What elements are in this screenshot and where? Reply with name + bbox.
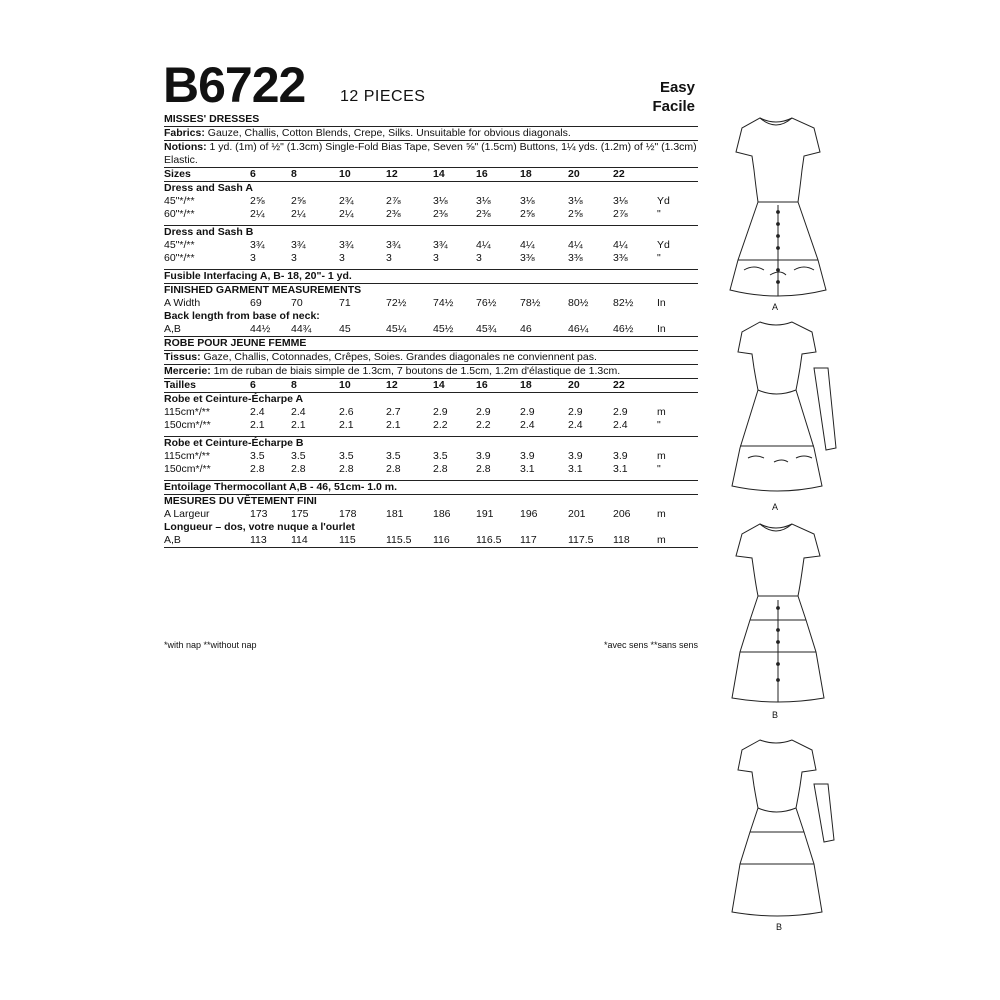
cell-value: 3⅜	[520, 252, 535, 264]
longueur-label: Longueur – dos, votre nuque a l'ourlet	[164, 521, 355, 533]
cell-value: 46	[520, 323, 532, 335]
figure-label-a1: A	[772, 302, 779, 312]
yardage-row	[164, 208, 698, 221]
cell-value: 12	[386, 379, 398, 391]
row-unit: m	[657, 406, 666, 418]
ab-length-row	[164, 323, 698, 336]
cell-value: 201	[568, 508, 586, 520]
yardage-row	[164, 450, 698, 463]
cell-value: 3.5	[339, 450, 354, 462]
cell-value: 8	[291, 379, 297, 391]
cell-value: 3.9	[476, 450, 491, 462]
french-title: ROBE POUR JEUNE FEMME	[164, 337, 307, 349]
mercerie-line	[164, 365, 698, 378]
cell-value: 3	[476, 252, 482, 264]
cell-value: 2¾	[339, 195, 354, 207]
cell-value: 3.5	[386, 450, 401, 462]
row-unit: "	[657, 208, 661, 220]
cell-value: 4¼	[613, 239, 628, 251]
figure-label-b2: B	[776, 922, 783, 932]
cell-value: 114	[291, 534, 308, 546]
cell-value: 2⅜	[433, 208, 448, 220]
cell-value: 3.5	[433, 450, 448, 462]
cell-value: 3.9	[613, 450, 628, 462]
difficulty-fr: Facile	[652, 98, 695, 115]
robe-a-label: Robe et Ceinture-Écharpe A	[164, 393, 304, 405]
cell-value: 2⅝	[520, 208, 535, 220]
cell-value: 45½	[433, 323, 454, 335]
cell-value: 10	[339, 168, 351, 180]
cell-value: 72½	[386, 297, 407, 309]
cell-value: 2⅜	[476, 208, 491, 220]
cell-value: 2.2	[433, 419, 448, 431]
cell-value: 3⅜	[568, 252, 583, 264]
row-label: 150cm*/**	[164, 463, 211, 475]
cell-value: 44½	[250, 323, 271, 335]
a-width-row	[164, 297, 698, 310]
cell-value: 3.5	[291, 450, 306, 462]
dress-a-front-illustration	[718, 110, 838, 310]
cell-value: 173	[250, 508, 268, 520]
spec-table	[164, 113, 698, 548]
english-title: MISSES' DRESSES	[164, 113, 260, 125]
cell-value: 115	[339, 534, 356, 546]
cell-value: 6	[250, 168, 256, 180]
dress-a-label: Dress and Sash A	[164, 182, 253, 194]
longueur-row	[164, 534, 698, 547]
cell-value: 80½	[568, 297, 589, 309]
cell-value: 3	[250, 252, 256, 264]
cell-value: 3⅛	[613, 195, 628, 207]
row-unit: "	[657, 419, 661, 431]
cell-value: 3⅛	[520, 195, 535, 207]
notions-text: 1 yd. (1m) of ½" (1.3cm) Single-Fold Bias Tape, Seven ⅝" (1.5cm) Buttons, 1¼ yds. (1.2m) of ½" (1.3cm)	[209, 141, 697, 153]
cell-value: 2.8	[433, 463, 448, 475]
cell-value: 117	[520, 534, 537, 546]
fabrics-line	[164, 127, 698, 140]
cell-value: 117.5	[568, 534, 594, 546]
cell-value: 16	[476, 168, 488, 180]
nap-note-en: *with nap **without nap	[164, 640, 257, 650]
cell-value: 4¼	[520, 239, 535, 251]
yardage-row	[164, 252, 698, 265]
notions-line	[164, 141, 698, 154]
row-unit	[657, 379, 698, 392]
cell-value: 14	[433, 168, 445, 180]
cell-value: 186	[433, 508, 451, 520]
cell-value: 82½	[613, 297, 634, 309]
row-label: Sizes	[164, 168, 191, 180]
cell-value: 3	[339, 252, 345, 264]
row-label: 45"*/**	[164, 239, 195, 251]
cell-value: 3	[386, 252, 392, 264]
cell-value: 2⅝	[568, 208, 583, 220]
row-unit: In	[657, 297, 666, 309]
cell-value: 10	[339, 379, 351, 391]
row-unit: "	[657, 463, 661, 475]
row-label: 60"*/**	[164, 208, 195, 220]
cell-value: 74½	[433, 297, 454, 309]
cell-value: 2.9	[476, 406, 491, 418]
cell-value: 2.4	[613, 419, 628, 431]
cell-value: 3	[291, 252, 297, 264]
cell-value: 3¾	[339, 239, 354, 251]
yardage-row	[164, 463, 698, 476]
cell-value: 8	[291, 168, 297, 180]
yardage-row	[164, 419, 698, 432]
cell-value: 3⅛	[568, 195, 583, 207]
cell-value: 2.4	[250, 406, 265, 418]
row-unit: Yd	[657, 195, 670, 207]
cell-value: 2.1	[291, 419, 306, 431]
cell-value: 2¼	[291, 208, 306, 220]
yardage-row	[164, 406, 698, 419]
row-label: 60"*/**	[164, 252, 195, 264]
cell-value: 2.9	[520, 406, 535, 418]
row-unit: "	[657, 252, 661, 264]
cell-value: 20	[568, 168, 580, 180]
entoilage-line: Entoilage Thermocollant A,B - 46, 51cm- 1.0 m.	[164, 481, 398, 493]
cell-value: 14	[433, 379, 445, 391]
cell-value: 2.9	[568, 406, 583, 418]
mercerie-text: 1m de ruban de biais simple de 1.3cm, 7 boutons de 1.5cm, 1.2m d'élastique de 1.3cm.	[213, 365, 621, 377]
cell-value: 3⅛	[433, 195, 448, 207]
cell-value: 3¾	[291, 239, 306, 251]
row-unit: m	[657, 450, 666, 462]
cell-value: 2.9	[433, 406, 448, 418]
cell-value: 196	[520, 508, 538, 520]
tailles-row	[164, 379, 698, 392]
cell-value: 2.4	[520, 419, 535, 431]
mercerie-label: Mercerie:	[164, 365, 211, 377]
row-unit: Yd	[657, 239, 670, 251]
cell-value: 2.7	[386, 406, 401, 418]
row-label: A,B	[164, 534, 181, 546]
cell-value: 46¼	[568, 323, 589, 335]
cell-value: 46½	[613, 323, 634, 335]
largeur-row	[164, 508, 698, 521]
cell-value: 2⅝	[291, 195, 306, 207]
cell-value: 2¼	[339, 208, 354, 220]
cell-value: 2.8	[476, 463, 491, 475]
cell-value: 78½	[520, 297, 541, 309]
cell-value: 2.4	[291, 406, 306, 418]
row-label: Tailles	[164, 379, 196, 391]
cell-value: 20	[568, 379, 580, 391]
notions-label: Notions:	[164, 141, 207, 153]
cell-value: 2¼	[250, 208, 265, 220]
cell-value: 178	[339, 508, 357, 520]
cell-value: 3.1	[520, 463, 535, 475]
row-label: 150cm*/**	[164, 419, 211, 431]
cell-value: 2⅜	[386, 208, 401, 220]
cell-value: 4¼	[476, 239, 491, 251]
cell-value: 2.8	[339, 463, 354, 475]
robe-b-label: Robe et Ceinture-Écharpe B	[164, 437, 304, 449]
row-unit: In	[657, 323, 666, 335]
cell-value: 3¾	[433, 239, 448, 251]
cell-value: 118	[613, 534, 630, 546]
sizes-row	[164, 168, 698, 181]
dress-a-back-illustration	[718, 318, 838, 503]
cell-value: 2.6	[339, 406, 354, 418]
row-label: A,B	[164, 323, 181, 335]
cell-value: 2.1	[250, 419, 265, 431]
cell-value: 22	[613, 168, 625, 180]
back-length-label: Back length from base of neck:	[164, 310, 320, 322]
cell-value: 3⅛	[476, 195, 491, 207]
cell-value: 2.1	[386, 419, 401, 431]
figure-label-a2: A	[772, 502, 779, 512]
cell-value: 175	[291, 508, 309, 520]
cell-value: 18	[520, 168, 532, 180]
row-label: 45"*/**	[164, 195, 195, 207]
yardage-row	[164, 195, 698, 208]
cell-value: 2.2	[476, 419, 491, 431]
row-label: 115cm*/**	[164, 406, 210, 418]
row-label: 115cm*/**	[164, 450, 210, 462]
dress-b-back-illustration	[718, 736, 838, 921]
row-label: A Width	[164, 297, 201, 309]
cell-value: 45	[339, 323, 351, 335]
nap-note-fr: *avec sens **sans sens	[604, 640, 699, 650]
cell-value: 2.4	[568, 419, 583, 431]
cell-value: 69	[250, 297, 262, 309]
pattern-number: B6722	[163, 57, 306, 113]
cell-value: 3¾	[250, 239, 265, 251]
mesures-title: MESURES DU VÊTEMENT FINI	[164, 495, 317, 507]
cell-value: 4¼	[568, 239, 583, 251]
cell-value: 2.8	[291, 463, 306, 475]
cell-value: 2⅞	[386, 195, 401, 207]
cell-value: 44¾	[291, 323, 312, 335]
cell-value: 3.9	[520, 450, 535, 462]
yardage-row	[164, 239, 698, 252]
notions-line-2: Elastic.	[164, 154, 198, 166]
row-unit: m	[657, 534, 666, 546]
cell-value: 76½	[476, 297, 497, 309]
cell-value: 2.1	[339, 419, 354, 431]
cell-value: 22	[613, 379, 625, 391]
cell-value: 3	[433, 252, 439, 264]
cell-value: 116	[433, 534, 450, 546]
finished-title: FINISHED GARMENT MEASUREMENTS	[164, 284, 362, 296]
cell-value: 16	[476, 379, 488, 391]
pieces-count: 12 PIECES	[340, 88, 426, 105]
fabrics-label: Fabrics:	[164, 127, 205, 139]
row-unit	[657, 168, 698, 181]
row-unit: m	[657, 508, 666, 520]
cell-value: 45¾	[476, 323, 497, 335]
figure-label-b1: B	[772, 710, 779, 720]
cell-value: 12	[386, 168, 398, 180]
interfacing-line: Fusible Interfacing A, B- 18, 20"- 1 yd.	[164, 270, 352, 282]
cell-value: 3.9	[568, 450, 583, 462]
cell-value: 3.5	[250, 450, 265, 462]
cell-value: 3.1	[613, 463, 628, 475]
row-label: A Largeur	[164, 508, 210, 520]
cell-value: 115.5	[386, 534, 412, 546]
cell-value: 45¼	[386, 323, 407, 335]
cell-value: 3.1	[568, 463, 583, 475]
tissus-label: Tissus:	[164, 351, 201, 363]
cell-value: 71	[339, 297, 351, 309]
cell-value: 3⅜	[613, 252, 628, 264]
cell-value: 206	[613, 508, 631, 520]
tissus-line	[164, 351, 698, 364]
cell-value: 116.5	[476, 534, 502, 546]
cell-value: 191	[476, 508, 494, 520]
cell-value: 2.8	[250, 463, 265, 475]
cell-value: 70	[291, 297, 303, 309]
cell-value: 2⅞	[613, 208, 628, 220]
cell-value: 2.8	[386, 463, 401, 475]
cell-value: 2⅝	[250, 195, 265, 207]
cell-value: 18	[520, 379, 532, 391]
tissus-text: Gaze, Challis, Cotonnades, Crêpes, Soies. Grandes diagonales ne conviennent pas.	[203, 351, 597, 363]
cell-value: 113	[250, 534, 267, 546]
cell-value: 3¾	[386, 239, 401, 251]
cell-value: 181	[386, 508, 404, 520]
dress-b-front-illustration	[718, 520, 838, 710]
cell-value: 6	[250, 379, 256, 391]
dress-b-label: Dress and Sash B	[164, 226, 254, 238]
difficulty-en: Easy	[659, 79, 695, 96]
fabrics-text: Gauze, Challis, Cotton Blends, Crepe, Silks. Unsuitable for obvious diagonals.	[207, 127, 571, 139]
difficulty	[652, 78, 695, 116]
cell-value: 2.9	[613, 406, 628, 418]
